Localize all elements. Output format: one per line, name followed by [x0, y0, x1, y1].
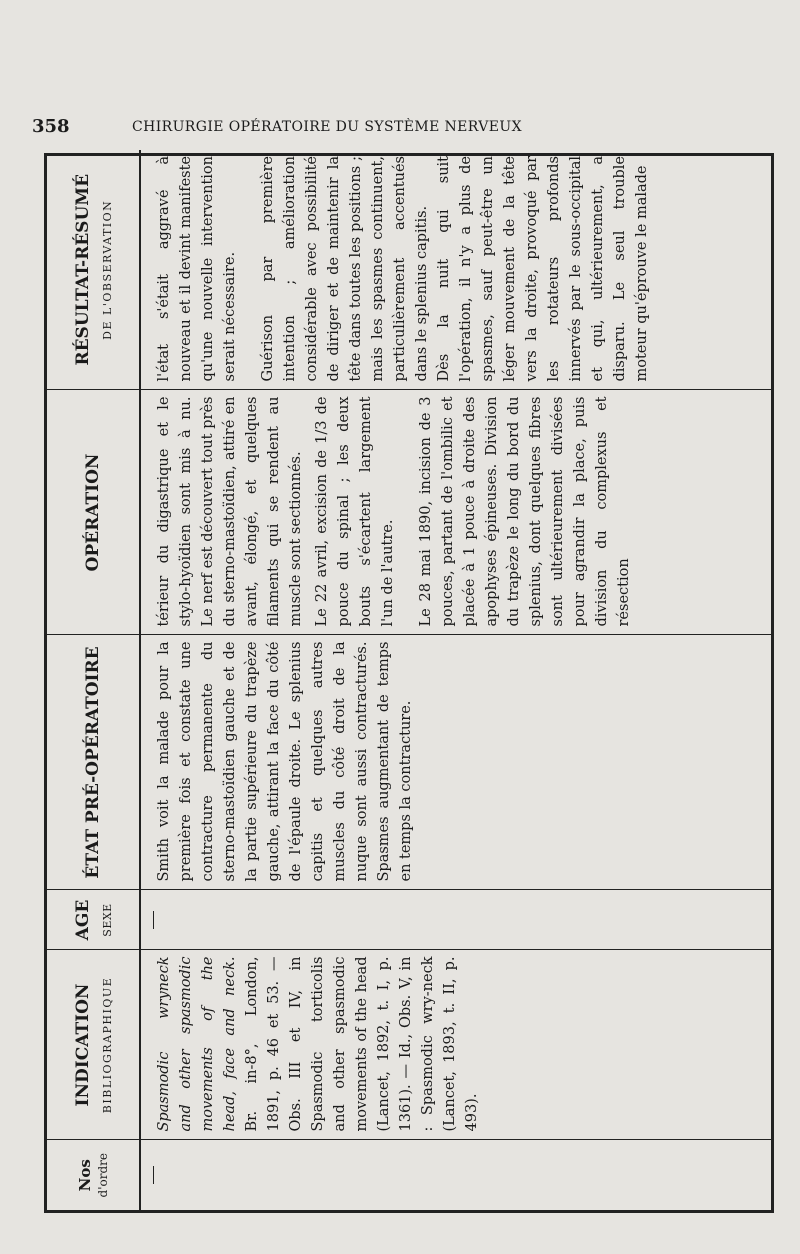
col-header-indication: INDICATION BIBLIOGRAPHIQUE: [47, 950, 140, 1140]
col-header-etat: ÉTAT PRÉ-OPÉRATOIRE: [47, 635, 140, 890]
surgical-cases-table: [44, 153, 774, 1213]
table-row: [140, 150, 771, 1210]
cell-etat: [140, 635, 771, 890]
cell-nos: [140, 1140, 771, 1210]
operation-part-1: térieur du digastrique et le stylo-hyoïdien sont mis à nu. Le nerf est découvert tout près du sterno-mastoïdien, attiré en avant, élongé, et quelques filaments qui se rendent au muscle sont sectionnés.: [156, 396, 304, 627]
indication-title: Spasmodic wryneck and other spasmodic movements of the head, face and neck.: [156, 956, 238, 1132]
resultat-part-1: l'état s'était aggravé à nouveau et il devint manifeste qu'une nouvelle intervention serait nécessaire.: [156, 156, 238, 382]
cell-resultat: [140, 150, 771, 390]
empty-dash: [153, 911, 154, 929]
etat-text: Smith voit la malade pour la première fois et constate une contracture permanente du sterno-mastoïdien gauche et de la partie supérieure du trapèze gauche, attirant la face du côté de l'épaule droite. Le splenius capitis et quelques autres muscles du côté droit de la nuque sont aussi contracturés. Spasmes augmentant de temps en temps la contracture.: [156, 641, 414, 882]
resultat-part-3: Dès la nuit qui suit l'opération, il n'y a plus de spasmes, sauf peut-être un léger mouvement de la tête vers la droite, provoqué par les rotateurs profonds innervés par le sous-occipital et qui, ultérieurement, a disparu. Le seul trouble moteur qu'éprouve le malade: [436, 156, 650, 382]
cell-operation: [140, 390, 771, 635]
resultat-part-2: Guérison par première intention ; amélioration considérable avec possibilité de diriger et de maintenir la tête dans toutes les positions ; mais les spasmes continuent, particulièrement accentués dans le splenius capitis.: [260, 156, 430, 382]
col-header-resultat: RÉSULTAT-RÉSUMÉ DE L'OBSERVATION: [47, 150, 140, 390]
indication-references: Br. in-8°, London, 1891, p. 46 et 53. — Obs. III et IV, in Spasmodic torticolis and other spasmodic movements of the head (Lancet, 1892, t. I, p. 1361). — Id., Obs. V, in : Spasmodic wry-neck (Lancet, 1893, t. II, p. 493).: [244, 956, 480, 1132]
cell-age: [140, 890, 771, 950]
cell-indication: [140, 950, 771, 1140]
col-header-age: AGE SEXE: [47, 890, 140, 950]
table-header-row: [47, 150, 140, 1210]
operation-part-2: Le 22 avril, excision de 1/3 de pouce du spinal ; les deux bouts s'écartent largement l'un de l'autre.: [314, 396, 396, 627]
page-header: [0, 112, 800, 142]
operation-part-3: Le 28 mai 1890, incision de 3 pouces, partant de l'ombilic et placée à 1 pouce à droite des apophyses épineuses. Division du trapèze le long du bord du splenius, dont quelques fibres sont ultérieurement divisées pour agrandir la place, puis division du complexus et résection: [418, 396, 632, 627]
empty-dash: [153, 1166, 154, 1184]
running-title: CHIRURGIE OPÉRATOIRE DU SYSTÈME NERVEUX: [132, 119, 522, 135]
col-header-nos: Nos d'ordre: [47, 1140, 140, 1210]
page-number: 358: [32, 116, 70, 137]
col-header-operation: OPÉRATION: [47, 390, 140, 635]
